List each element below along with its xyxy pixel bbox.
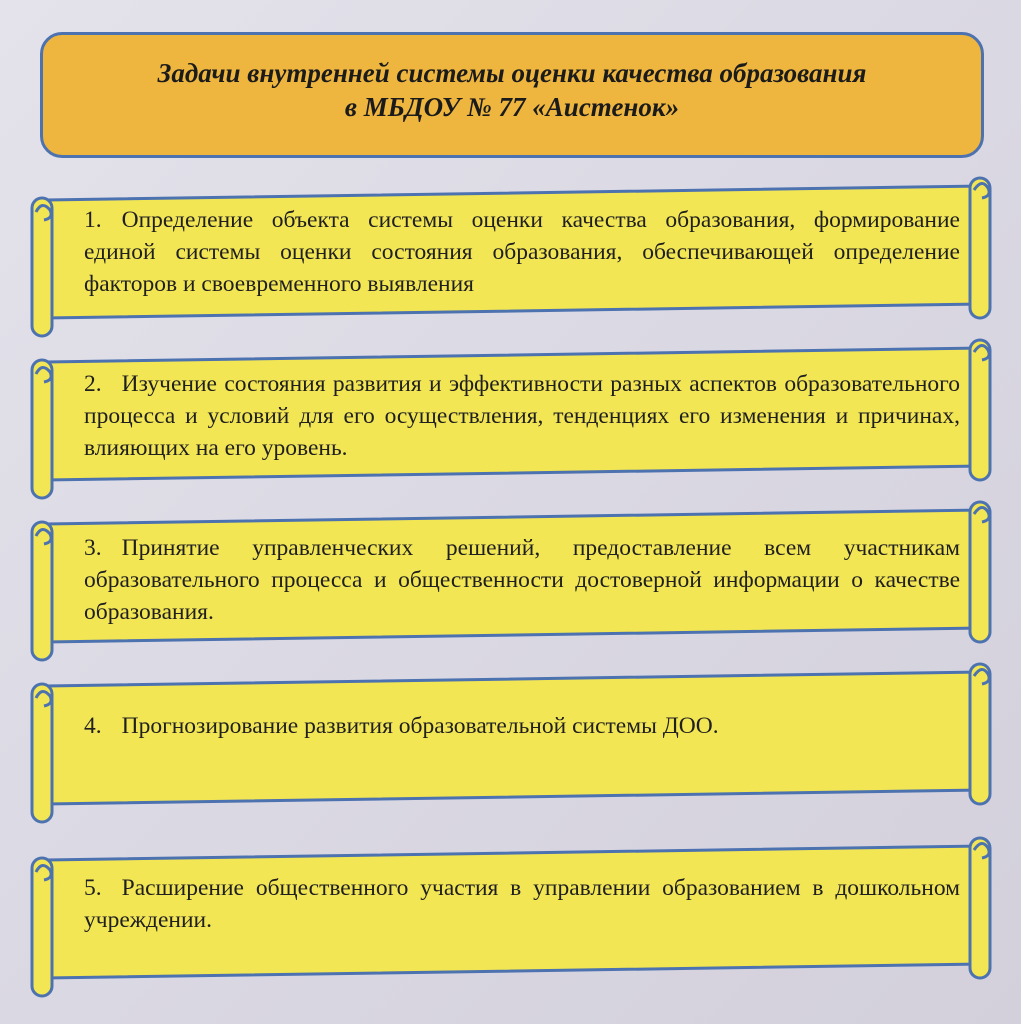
task-description-5: Расширение общественного участия в управлении образованием в дошкольном учреждении. bbox=[84, 875, 960, 933]
title-line-1: Задачи внутренней системы оценки качества образования bbox=[157, 58, 867, 88]
task-scroll-4 bbox=[26, 658, 996, 808]
task-description-1: Определение объекта системы оценки качества образования, формирование единой системы оценки состояния образования, обеспечивающей определение факторов и своевременного выявления bbox=[84, 207, 960, 297]
task-description-4: Прогнозирование развития образовательной системы ДОО. bbox=[121, 713, 719, 739]
title-banner bbox=[40, 32, 984, 158]
task-number-5: 5. bbox=[84, 875, 102, 901]
task-scroll-3 bbox=[26, 496, 996, 646]
task-text-1 bbox=[84, 204, 960, 300]
task-description-2: Изучение состояния развития и эффективности разных аспектов образовательного процесса и условий для его осуществления, тенденциях его изменения и причинах, влияющих на его уровень. bbox=[84, 371, 960, 461]
task-text-4 bbox=[84, 710, 960, 742]
title-line-2: в МБДОУ № 77 «Аистенок» bbox=[344, 92, 680, 122]
task-text-2 bbox=[84, 368, 960, 464]
task-scroll-5 bbox=[26, 832, 996, 982]
task-scroll-2 bbox=[26, 334, 996, 484]
task-number-1: 1. bbox=[84, 207, 102, 233]
task-text-3 bbox=[84, 532, 960, 628]
task-number-2: 2. bbox=[84, 371, 102, 397]
task-number-4: 4. bbox=[84, 713, 102, 739]
task-number-3: 3. bbox=[84, 535, 102, 561]
task-description-3: Принятие управленческих решений, предоставление всем участникам образовательного процесса и общественности достоверной информации о качестве образования. bbox=[84, 535, 960, 625]
task-text-5 bbox=[84, 872, 960, 936]
task-scroll-1 bbox=[26, 172, 996, 322]
